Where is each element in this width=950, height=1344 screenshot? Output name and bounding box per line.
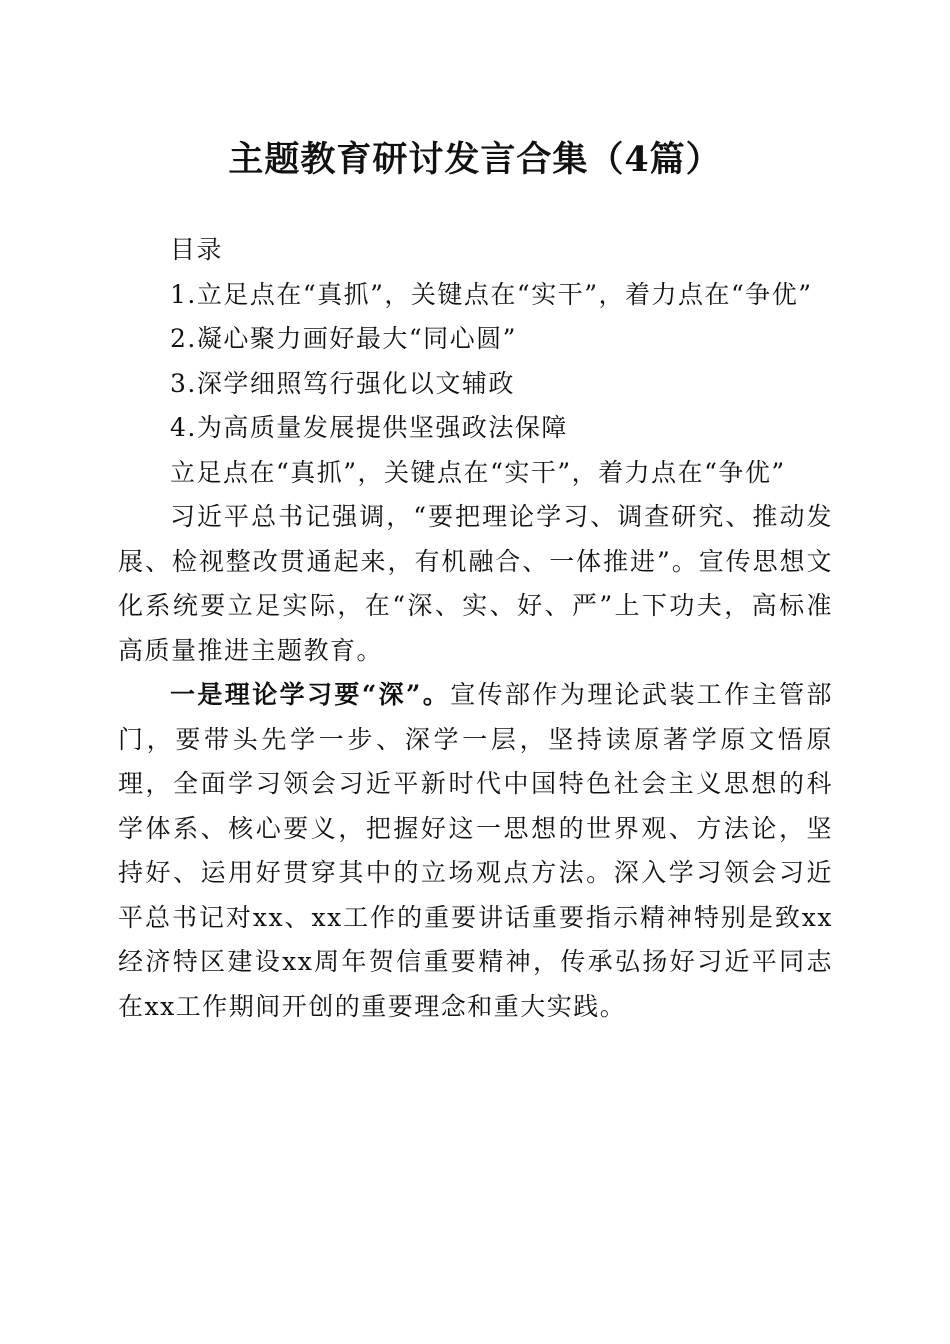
section-title: 立足点在“真抓”，关键点在“实干”，着力点在“争优” (170, 457, 786, 487)
document-title: 主题教育研讨发言合集（4篇） (228, 139, 722, 180)
toc-item-2: 2.凝心聚力画好最大“同心圆” (170, 324, 517, 353)
document-body (118, 228, 833, 1029)
intro-paragraph: 习近平总书记强调，“要把理论学习、调查研究、推动发展、检视整改贯通起来，有机融合、一体推进”。宣传思想文化系统要立足实际，在“深、实、好、严”上下功夫，高标准高质量推进主题教育。 (118, 502, 833, 665)
point-one-paragraph (118, 673, 833, 1029)
toc-heading: 目录 (170, 235, 224, 264)
point-one-body: 宣传部作为理论武装工作主管部门，要带头先学一步、深学一层，坚持读原著学原文悟原理，全面学习领会习近平新时代中国特色社会主义思想的科学体系、核心要义，把握好这一思想的世界观、方法论，坚持好、运用好贯穿其中的立场观点方法。深入学习领会习近平总书记对xx、xx工作的重要讲话重要指示精神特别是致xx经济特区建设xx周年贺信重要精神，传承弘扬好习近平同志在xx工作期间开创的重要理念和重大实践。 (118, 680, 833, 1021)
point-one-lead: 一是理论学习要“深”。 (170, 680, 451, 709)
toc-item-4: 4.为高质量发展提供坚强政法保障 (170, 413, 568, 442)
toc-item-1: 1.立足点在“真抓”，关键点在“实干”，着力点在“争优” (170, 279, 813, 309)
toc-item-3: 3.深学细照笃行强化以文辅政 (170, 368, 515, 398)
